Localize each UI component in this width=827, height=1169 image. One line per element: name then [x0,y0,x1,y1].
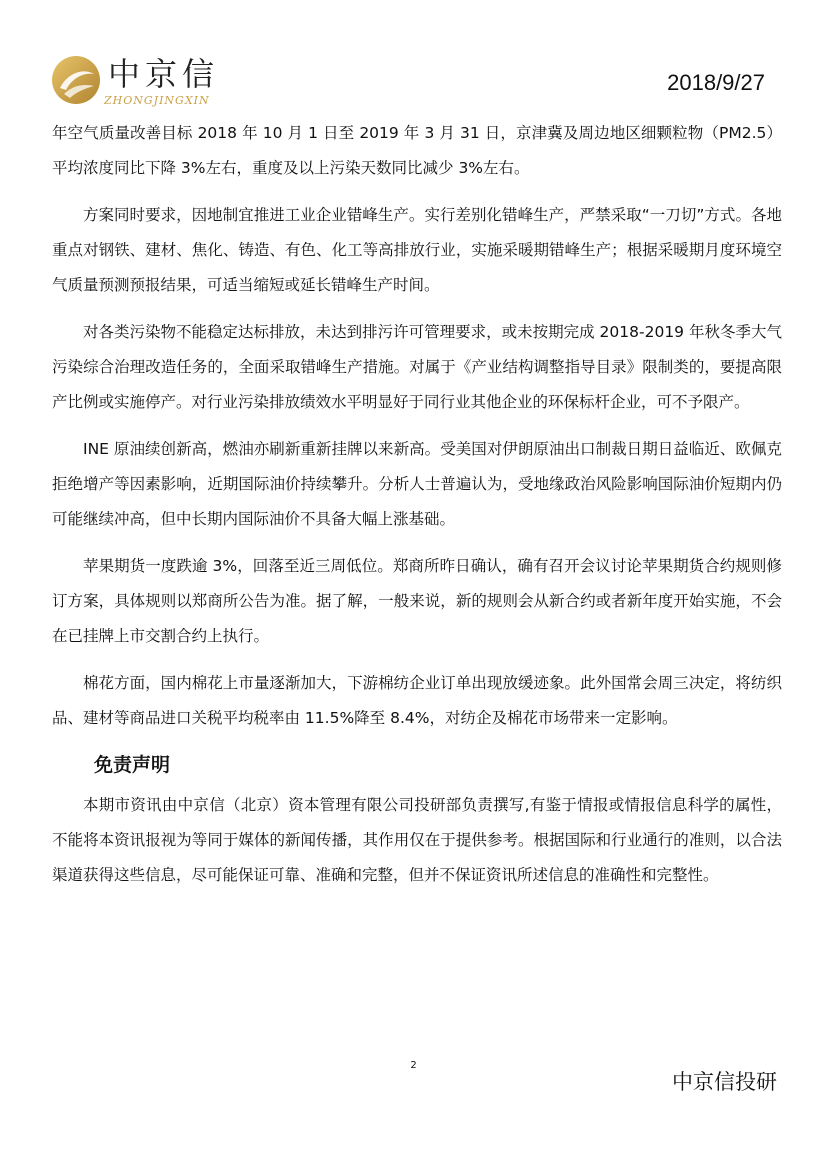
paragraph-apple-futures: 苹果期货一度跌逾 3%，回落至近三周低位。郑商所昨日确认，确有召开会议讨论苹果期货合约规则修订方案，具体规则以郑商所公告为准。据了解，一般来说，新的规则会从新合约或者新年度开始实施，不会在已挂牌上市交割合约上执行。 [52,557,782,645]
page-number: 2 [410,1060,417,1071]
paragraph-cotton: 棉花方面，国内棉花上市量逐渐加大，下游棉纺企业订单出现放缓迹象。此外国常会周三决定，将纺织品、建材等商品进口关税平均税率由 11.5%降至 8.4%，对纺企及棉花市场带来一定影响。 [52,674,782,727]
logo-text-cn: 中京信 [108,55,220,93]
paragraph-pollution-measures: 对各类污染物不能稳定达标排放，未达到排污许可管理要求，或未按期完成 2018-2019 年秋冬季大气污染综合治理改造任务的，全面采取错峰生产措施。对属于《产业结构调整指导目录》限制类的，要提高限产比例或实施停产。对行业污染排放绩效水平明显好于同行业其他企业的环保标杆企业，可不予限产。 [52,323,782,411]
paragraph-crude-oil: INE 原油续创新高，燃油亦刷新重新挂牌以来新高。受美国对伊朗原油出口制裁日期日益临近、欧佩克拒绝增产等因素影响，近期国际油价持续攀升。分析人士普遍认为，受地缘政治风险影响国际油价短期内仍可能继续冲高，但中长期内国际油价不具备大幅上涨基础。 [52,440,782,528]
page-header [0,0,827,120]
paragraph-staggered-production: 方案同时要求，因地制宜推进工业企业错峰生产。实行差别化错峰生产，严禁采取“一刀切”方式。各地重点对钢铁、建材、焦化、铸造、有色、化工等高排放行业，实施采暖期错峰生产；根据采暖期月度环境空气质量预测预报结果，可适当缩短或延长错峰生产时间。 [52,206,782,294]
disclaimer-text: 本期市资讯由中京信（北京）资本管理有限公司投研部负责撰写,有鉴于情报或情报信息科学的属性，不能将本资讯报视为等同于媒体的新闻传播，其作用仅在于提供参考。根据国际和行业通行的准则，以合法渠道获得这些信息，尽可能保证可靠、准确和完整，但并不保证资讯所述信息的准确性和完整性。 [52,796,782,884]
document-body [52,116,782,905]
logo-text-en: ZHONGJINGXIN [104,94,210,107]
paragraph-air-quality: 年空气质量改善目标 2018 年 10 月 1 日至 2019 年 3 月 31 日，京津冀及周边地区细颗粒物（PM2.5）平均浓度同比下降 3%左右，重度及以上污染天数同比减少 3%左右。 [52,124,782,177]
report-date: 2018/9/27 [667,70,765,95]
footer-brand: 中京信投研 [672,1070,777,1094]
disclaimer-title: 免责声明 [94,754,171,776]
zhongjingxin-logo-icon [50,54,102,106]
